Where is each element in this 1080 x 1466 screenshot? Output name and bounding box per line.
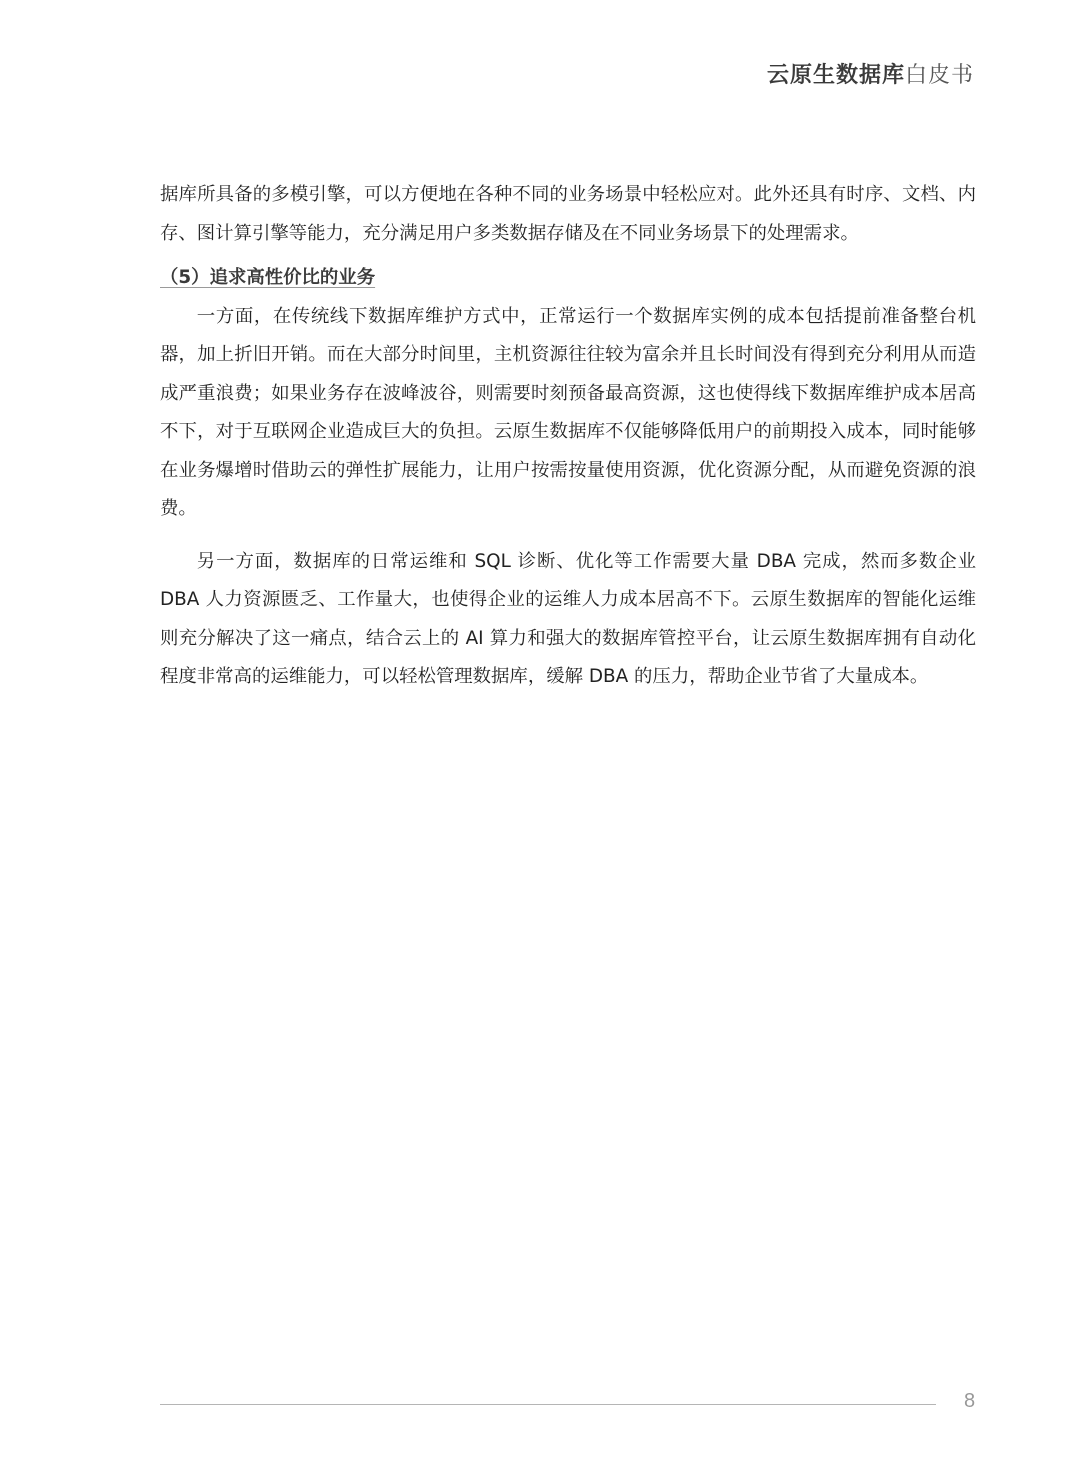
page-content	[160, 176, 976, 697]
paragraph-continued: 据库所具备的多模引擎，可以方便地在各种不同的业务场景中轻松应对。此外还具有时序、文档、内存、图计算引擎等能力，充分满足用户多类数据存储及在不同业务场景下的处理需求。	[160, 184, 976, 244]
section-heading-text: （5）追求高性价比的业务	[160, 267, 376, 288]
header-title-main: 云原生数据库	[766, 63, 905, 88]
paragraph-operations: 另一方面，数据库的日常运维和 SQL 诊断、优化等工作需要大量 DBA 完成，然而多数企业 DBA 人力资源匮乏、工作量大，也使得企业的运维人力成本居高不下。云原生数据库的智能化运维则充分解决了这一痛点，结合云上的 AI 算力和强大的数据库管控平台，让云原生数据库拥有自动化程度非常高的运维能力，可以轻松管理数据库，缓解 DBA 的压力，帮助企业节省了大量成本。	[160, 550, 976, 687]
section-heading	[160, 259, 976, 298]
page-number: 8	[964, 1390, 976, 1412]
header-title-suffix: 白皮书	[904, 63, 974, 88]
footer-divider	[160, 1404, 936, 1405]
document-header-title	[767, 58, 974, 89]
paragraph-cost: 一方面，在传统线下数据库维护方式中，正常运行一个数据库实例的成本包括提前准备整台机器，加上折旧开销。而在大部分时间里，主机资源往往较为富余并且长时间没有得到充分利用从而造成严重浪费；如果业务存在波峰波谷，则需要时刻预备最高资源，这也使得线下数据库维护成本居高不下，对于互联网企业造成巨大的负担。云原生数据库不仅能够降低用户的前期投入成本，同时能够在业务爆增时借助云的弹性扩展能力，让用户按需按量使用资源，优化资源分配，从而避免资源的浪费。	[160, 305, 976, 519]
